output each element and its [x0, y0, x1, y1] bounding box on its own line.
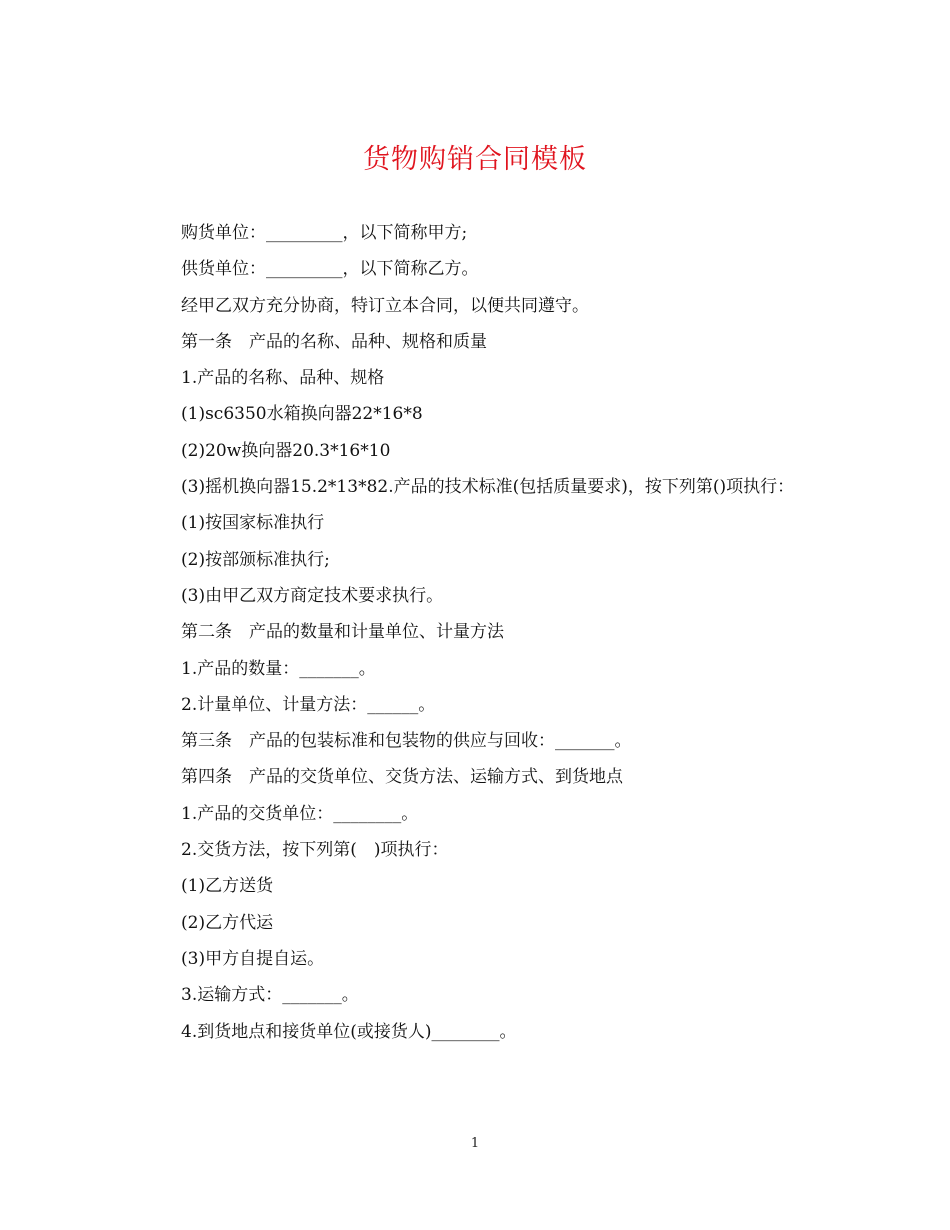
- paragraph-supplier: 供货单位：_________，以下简称乙方。: [181, 259, 479, 280]
- paragraph: (2)按部颁标准执行;: [181, 549, 330, 570]
- paragraph: 1.产品的交货单位：________。: [181, 803, 419, 824]
- paragraph: (1)sc6350水箱换向器22*16*8: [181, 404, 423, 425]
- paragraph: (3)摇机换向器15.2*13*82.产品的技术标准(包括质量要求)，按下列第()项执行：: [181, 477, 795, 498]
- paragraph: (2)乙方代运: [181, 912, 274, 933]
- paragraph: 2.计量单位、计量方法：______。: [181, 694, 436, 715]
- paragraph: 3.运输方式：_______。: [181, 985, 359, 1006]
- paragraph: (3)由甲乙双方商定技术要求执行。: [181, 585, 444, 606]
- paragraph-agreement: 经甲乙双方充分协商，特订立本合同，以便共同遵守。: [181, 295, 589, 316]
- paragraph: 2.交货方法，按下列第( )项执行：: [181, 840, 449, 861]
- paragraph: (3)甲方自提自运。: [181, 948, 325, 969]
- document-title: 货物购销合同模板: [363, 144, 587, 175]
- paragraph: (1)按国家标准执行: [181, 513, 325, 534]
- article-2-heading: 第二条 产品的数量和计量单位、计量方法: [181, 622, 504, 643]
- paragraph: (1)乙方送货: [181, 876, 274, 897]
- page-number: 1: [470, 1136, 480, 1151]
- paragraph-purchaser: 购货单位：_________，以下简称甲方;: [181, 223, 468, 243]
- paragraph: 1.产品的数量：_______。: [181, 658, 376, 679]
- article-1-heading: 第一条 产品的名称、品种、规格和质量: [181, 331, 487, 352]
- article-4-heading: 第四条 产品的交货单位、交货方法、运输方式、到货地点: [181, 767, 623, 788]
- document-body: [145, 215, 805, 1050]
- paragraph: 1.产品的名称、品种、规格: [181, 368, 385, 389]
- article-3-heading: 第三条 产品的包装标准和包装物的供应与回收：_______。: [181, 731, 632, 752]
- paragraph: (2)20w换向器20.3*16*10: [181, 440, 391, 461]
- paragraph: 4.到货地点和接货单位(或接货人)________。: [181, 1021, 517, 1042]
